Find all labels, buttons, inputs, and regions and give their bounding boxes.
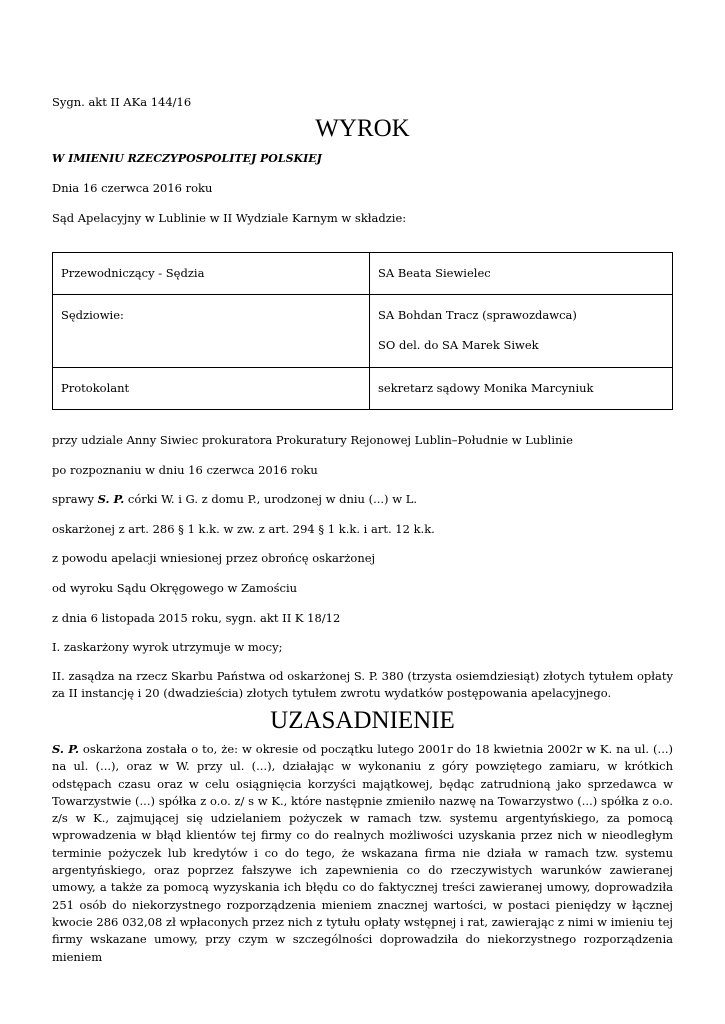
judgment-date: Dnia 16 czerwca 2016 roku xyxy=(52,181,213,195)
ruling-point-2: II. zasądza na rzecz Skarbu Państwa od oskarżonej S. P. 380 (trzysta osiemdziesiąt) złotych tytułem opłaty za II instancję i 20 (dwadzieścia) złotych tytułem zwrotu wydatków postępowania apelacyjnego. xyxy=(52,669,673,701)
defendant-name: S. P. xyxy=(97,492,125,506)
table-row xyxy=(53,368,673,410)
document-subtitle: W IMIENIU RZECZYPOSPOLITEJ POLSKIEJ xyxy=(52,152,322,165)
panel-name xyxy=(370,253,673,295)
case-signature: Sygn. akt II AKa 144/16 xyxy=(52,95,192,109)
lower-court-line: od wyroku Sądu Okręgowego w Zamościu xyxy=(52,581,298,595)
case-rest: córki W. i G. z domu P., urodzonej w dniu (...) w L. xyxy=(124,492,417,506)
panel-role: Sędziowie: xyxy=(53,295,370,368)
court-panel-table xyxy=(52,252,673,410)
panel-role: Protokolant xyxy=(53,368,370,410)
justification-body: oskarżona została o to, że: w okresie od początku lutego 2001r do 18 kwietnia 2002r w K. na ul. (...) na ul. (...), oraz w W. przy ul. (...), działając w wykonaniu z góry powziętego zamiaru, w krótkich odstępach czasu oraz w celu osiągnięcia korzyści majątkowej, będąc zatrudnioną jako sprzedawca w Towarzystwie (...) spółka z o.o. z/ s w K., które następnie zmieniło nazwę na Towarzystwo (...) spółka z o.o. z/s w K., zajmującej się udzielaniem pożyczek w ramach tzw. systemu argentyńskiego, za pomocą wprowadzenia w błąd klientów tej firmy co do realnych możliwości uzyskania przez nich w nieodległym terminie pożyczek lub kredytów i co do tego, że wskazana firma nie działa w ramach tzw. systemu argentyńskiego, oraz poprzez fałszywe ich zapewnienia co do rzeczywistych warunków zawieranej umowy, a także za pomocą wyzyskania ich błędu co do faktycznej treści zawieranej umowy, doprowadziła 251 osób do niekorzystnego rozporządzenia mieniem znacznej wartości, w postaci pieniędzy w łącznej kwocie 286 032,08 zł wpłaconych przez nich z tytułu opłaty wstępnej i rat, zawierając z nimi w imieniu tej firmy wskazane umowy, przy czym w szczególności doprowadziła do niekorzystnego rozporządzenia mieniem xyxy=(52,742,673,964)
case-prefix: sprawy xyxy=(52,492,98,506)
prosecutor-line: przy udziale Anny Siwiec prokuratora Prokuratury Rejonowej Lublin–Południe w Lublinie xyxy=(52,433,573,447)
table-row xyxy=(53,295,673,368)
ruling-point-1: I. zaskarżony wyrok utrzymuje w mocy; xyxy=(52,640,283,654)
panel-name xyxy=(370,368,673,410)
panel-name-line: sekretarz sądowy Monika Marcyniuk xyxy=(378,381,594,395)
document-title: WYROK xyxy=(315,115,410,142)
panel-name xyxy=(370,295,673,368)
justification-text xyxy=(52,741,673,966)
case-line xyxy=(52,492,417,506)
table-row xyxy=(53,253,673,295)
panel-name-line: SA Bohdan Tracz (sprawozdawca) xyxy=(378,308,577,322)
charges-line: oskarżonej z art. 286 § 1 k.k. w zw. z art. 294 § 1 k.k. i art. 12 k.k. xyxy=(52,522,435,536)
defendant-name: S. P. xyxy=(52,742,79,756)
court-composition: Sąd Apelacyjny w Lublinie w II Wydziale Karnym w składzie: xyxy=(52,211,407,225)
lower-court-date-line: z dnia 6 listopada 2015 roku, sygn. akt II K 18/12 xyxy=(52,611,341,625)
appeal-line: z powodu apelacji wniesionej przez obrońcę oskarżonej xyxy=(52,551,376,565)
justification-title: UZASADNIENIE xyxy=(270,707,455,734)
hearing-line: po rozpoznaniu w dniu 16 czerwca 2016 roku xyxy=(52,463,318,477)
panel-name-line: SA Beata Siewielec xyxy=(378,266,491,280)
panel-role: Przewodniczący - Sędzia xyxy=(53,253,370,295)
panel-name-line: SO del. do SA Marek Siwek xyxy=(378,338,539,352)
